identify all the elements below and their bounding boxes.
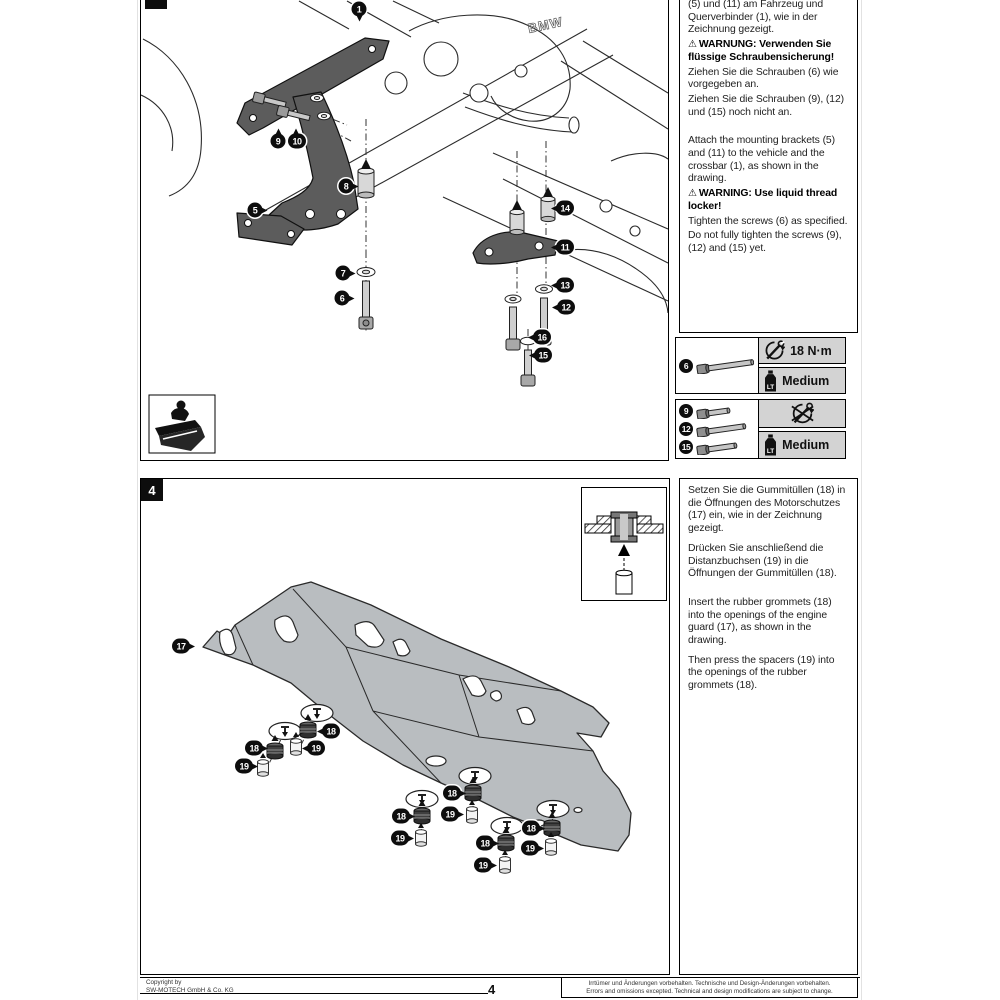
instruction-paragraph: Ziehen Sie die Schrauben (6) wie vorgegeben an. — [688, 66, 839, 91]
callout-19: 19 — [307, 741, 325, 756]
callout-19: 19 — [521, 841, 539, 856]
torque-table-screw6 — [675, 337, 846, 394]
callout-18: 18 — [443, 786, 461, 801]
callout-15: 15 — [679, 440, 693, 454]
disclaimer-german: Irrtümer und Änderungen vorbehalten. Technische und Design-Änderungen vorbehalten. — [588, 979, 831, 987]
callout-12: 12 — [679, 422, 693, 436]
callout-13: 13 — [556, 278, 574, 293]
spacer-8-part — [358, 171, 374, 195]
callout-9: 9 — [679, 404, 693, 418]
torque-table-parts — [675, 337, 759, 394]
bracket-11-part — [473, 232, 558, 264]
callout-16: 16 — [533, 330, 551, 345]
callout-9: 9 — [271, 134, 286, 149]
screw-icon — [696, 358, 754, 374]
callout-19: 19 — [441, 807, 459, 822]
callout-18: 18 — [476, 836, 494, 851]
callout-5: 5 — [248, 203, 263, 218]
callout-6: 6 — [335, 291, 350, 306]
grommet-inset-detail — [581, 487, 667, 601]
warning-text: ⚠ WARNUNG: Verwenden Sie flüssige Schraubensicherung! — [688, 39, 835, 63]
callout-18: 18 — [392, 809, 410, 824]
threadlocker-bottle-icon — [764, 434, 777, 456]
screw-icon — [696, 421, 754, 437]
instruction-paragraph: Do not fully tighten the screws (9), (12) and (15) yet. — [688, 230, 842, 254]
step4-text-english — [688, 597, 849, 693]
part-row — [679, 421, 755, 437]
instruction-paragraph: Drücken Sie anschließend die Distanzbuchsen (19) in die Öffnungen der Gummitüllen (18). — [688, 542, 837, 580]
page-edge-right — [861, 0, 862, 1000]
callout-15: 15 — [534, 348, 552, 363]
torque-table-screws-9-12-15 — [675, 399, 846, 459]
callout-8: 8 — [339, 179, 354, 194]
threadlock-value: Medium — [782, 437, 830, 452]
threadlock-cell — [758, 367, 846, 394]
callout-18: 18 — [245, 741, 263, 756]
callout-12: 12 — [557, 300, 575, 315]
copyright-line1: Copyright by — [146, 979, 182, 986]
svg-text:LT: LT — [766, 383, 775, 391]
footer-copyright — [146, 979, 234, 994]
callout-17: 17 — [172, 639, 190, 654]
torque-wrench-crossed-icon — [791, 402, 814, 425]
disclaimer-english: Errors and omissions excepted. Technical and design modifications are subject to change. — [586, 987, 833, 995]
callout-11: 11 — [556, 240, 574, 255]
step4-text-german — [688, 485, 849, 581]
warning-text: ⚠ WARNING: Use liquid thread locker! — [688, 188, 838, 212]
instruction-paragraph: Ziehen Sie die Schrauben (9), (12) und (15) noch nicht an. — [688, 93, 845, 118]
torque-value: 18 N·m — [790, 343, 832, 358]
instruction-paragraph: Insert the rubber grommets (18) into the openings of the engine guard (17), as shown in the drawing. — [688, 596, 832, 647]
callout-19: 19 — [235, 759, 253, 774]
instruction-paragraph: Setzen Sie die Gummitüllen (18) in die Öffnungen des Motorschutzes (17) ein, wie in der Zeichnung gezeigt. — [688, 485, 846, 535]
grommet-cross-section — [582, 488, 666, 600]
torque-table-parts — [675, 399, 759, 459]
part-row — [679, 358, 755, 374]
step3-badge-clipped — [145, 0, 167, 9]
callout-1: 1 — [352, 2, 367, 17]
callout-6: 6 — [679, 359, 693, 373]
torque-value-cell — [758, 337, 846, 364]
threadlock-value: Medium — [782, 373, 830, 388]
screw-icon — [696, 403, 754, 419]
callout-7: 7 — [336, 266, 351, 281]
step3-line-art — [141, 0, 668, 460]
copyright-line2: SW-MOTECH GmbH & Co. KG — [146, 986, 234, 994]
svg-text:LT: LT — [766, 447, 775, 455]
step3-drawing-panel — [140, 0, 669, 461]
torque-wrench-icon — [764, 340, 785, 361]
assembly-stand-pictogram — [149, 395, 215, 453]
step4-drawing-panel — [140, 478, 670, 975]
screw-icon — [696, 439, 754, 455]
callout-19: 19 — [474, 858, 492, 873]
step3-instructions — [679, 0, 858, 333]
page-edge-left — [137, 0, 138, 1000]
page-number: 4 — [488, 982, 496, 997]
footer-disclaimer — [561, 977, 858, 998]
step4-badge: 4 — [141, 479, 163, 501]
step3-text-german — [688, 0, 849, 119]
callout-19: 19 — [391, 831, 409, 846]
footer-subrule — [140, 993, 488, 994]
callout-18: 18 — [522, 821, 540, 836]
step3-text-english — [688, 135, 849, 255]
callout-14: 14 — [556, 201, 574, 216]
warning-icon: ⚠ — [688, 188, 697, 200]
warning-icon: ⚠ — [688, 39, 697, 51]
screw-6-part — [363, 281, 370, 317]
step4-instructions — [679, 478, 858, 975]
part-row — [679, 439, 755, 455]
callout-18: 18 — [322, 724, 340, 739]
no-torque-cell — [758, 399, 846, 428]
threadlock-cell — [758, 431, 846, 460]
instruction-paragraph: (5) und (11) am Fahrzeug und Querverbinder (1), wie in der Zeichnung gezeigt. — [688, 0, 824, 36]
callout-10: 10 — [288, 134, 306, 149]
threadlocker-bottle-icon — [764, 370, 777, 392]
instruction-paragraph: Then press the spacers (19) into the openings of the rubber grommets (18). — [688, 654, 835, 692]
instruction-paragraph: Tighten the screws (6) as specified. — [688, 215, 848, 227]
instruction-paragraph: Attach the mounting brackets (5) and (11) to the vehicle and the crossbar (1), as shown in the drawing. — [688, 135, 835, 185]
engine-brand-label: BMW — [526, 13, 565, 36]
part-row — [679, 403, 755, 419]
